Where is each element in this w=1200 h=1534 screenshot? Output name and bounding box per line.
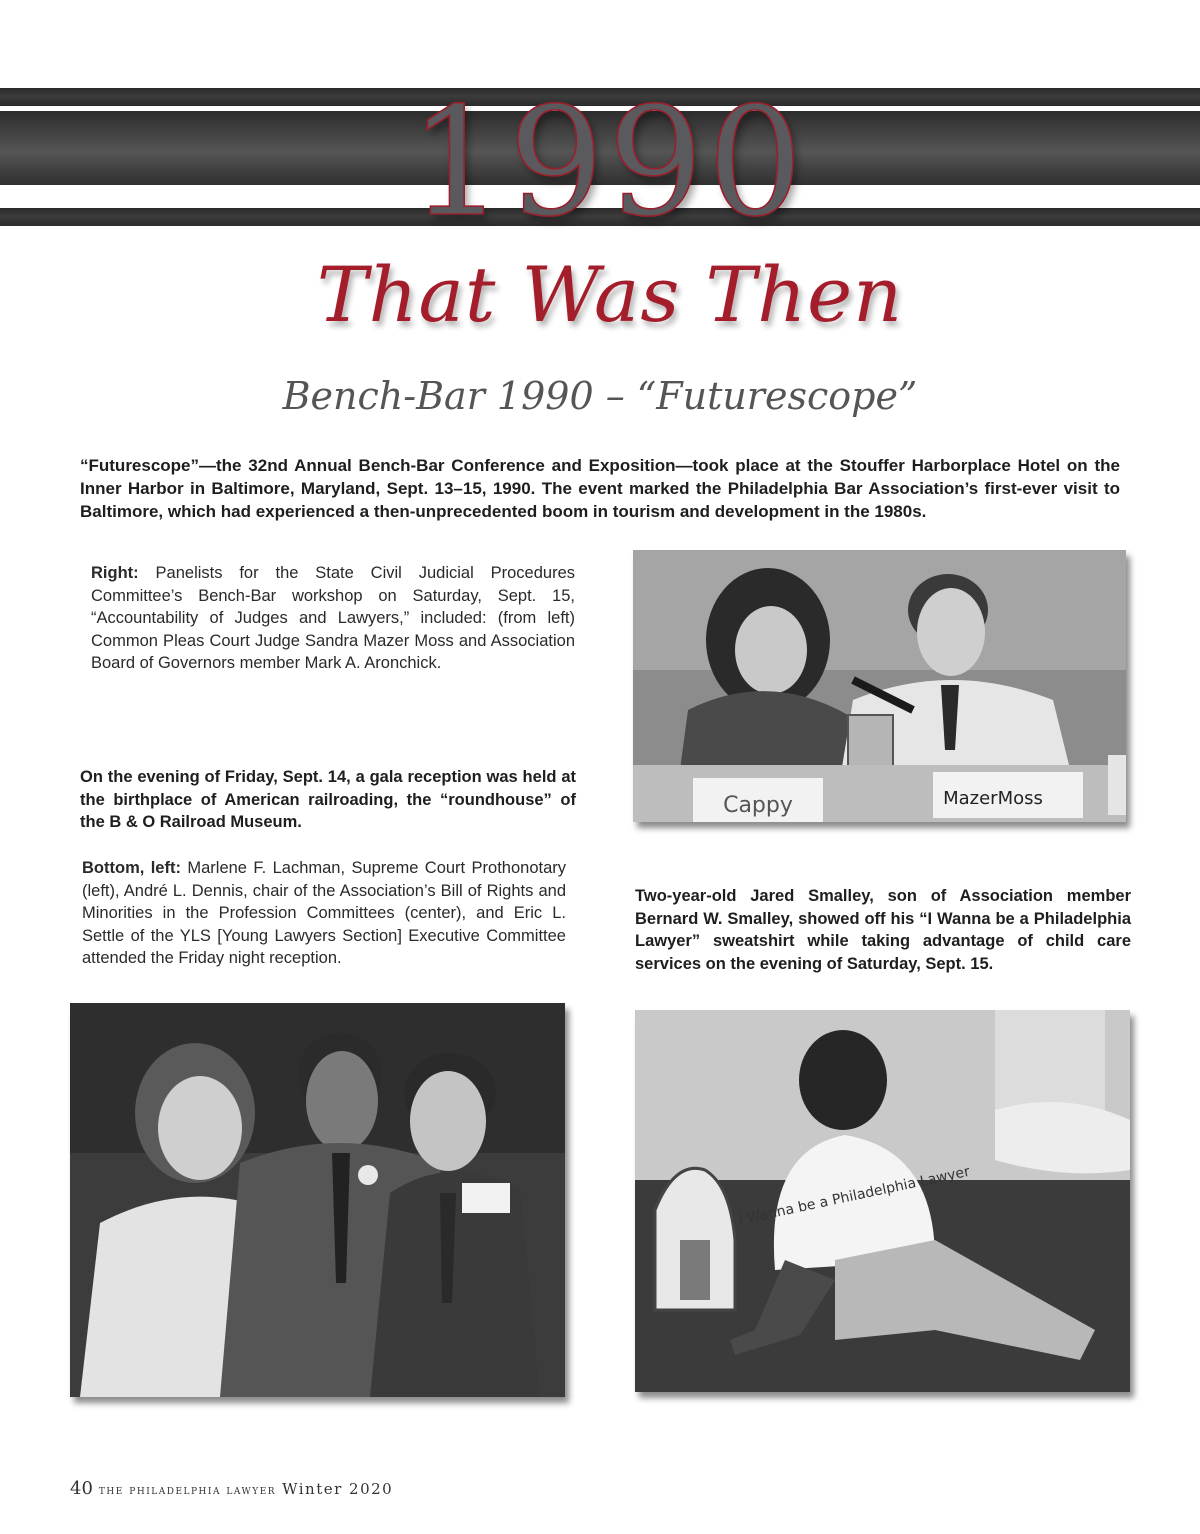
page-footer bbox=[70, 1478, 393, 1499]
intro-paragraph: “Futurescope”—the 32nd Annual Bench-Bar Conference and Exposition—took place at the Stouffer Harborplace Hotel on the Inner Harbor in Baltimore, Maryland, Sept. 13–15, 1990. The event marked the Philadelphia Bar Association’s first-ever visit to Baltimore, which had experienced a then-unprecedented boom in tourism and development in the 1980s. bbox=[80, 456, 1120, 521]
photo-panelists bbox=[633, 550, 1126, 822]
caption-gala: On the evening of Friday, Sept. 14, a gala reception was held at the birthplace of American railroading, the “roundhouse” of the B & O Railroad Museum. bbox=[80, 768, 576, 831]
caption-child: Two-year-old Jared Smalley, son of Association member Bernard W. Smalley, showed off his “I Wanna be a Philadelphia Lawyer” sweatshirt while taking advantage of child care services on the evening of Saturday, Sept. 15. bbox=[635, 887, 1131, 973]
photo-child bbox=[635, 1010, 1130, 1392]
issue-label: Winter 2020 bbox=[282, 1480, 394, 1498]
sweatshirt-text: I Wanna be a Philadelphia Lawyer bbox=[737, 1163, 972, 1229]
name-card-right: MazerMoss bbox=[943, 788, 1043, 809]
page-subtitle: Bench-Bar 1990 – “Futurescope” bbox=[282, 374, 918, 418]
caption-right-text: Panelists for the State Civil Judicial Procedures Committee’s Bench-Bar workshop on Saturday, Sept. 15, “Accountability of Judges and Lawyers,” included: (from left) Common Pleas Court Judge Sandra Mazer Moss and Association Board of Governors member Mark A. Aronchick. bbox=[91, 564, 575, 672]
page-title: That Was Then bbox=[316, 250, 904, 339]
caption-right bbox=[91, 562, 575, 675]
caption-right-lead: Right: bbox=[91, 564, 139, 582]
name-card-left: Cappy bbox=[723, 793, 793, 818]
publication-name: the philadelphia lawyer bbox=[98, 1482, 277, 1497]
caption-bottom-left bbox=[82, 857, 566, 970]
caption-bottom-left-lead: Bottom, left: bbox=[82, 859, 181, 877]
page-number: 40 bbox=[70, 1478, 93, 1499]
banner-year: 1990 bbox=[409, 76, 807, 250]
photo-reception-trio bbox=[70, 1003, 565, 1397]
caption-bottom-left-text: Marlene F. Lachman, Supreme Court Prothonotary (left), André L. Dennis, chair of the Association’s Bill of Rights and Minorities in the Profession Committees (center), and Eric L. Settle of the YLS [Young Lawyers Section] Executive Committee attended the Friday night reception. bbox=[82, 859, 566, 967]
